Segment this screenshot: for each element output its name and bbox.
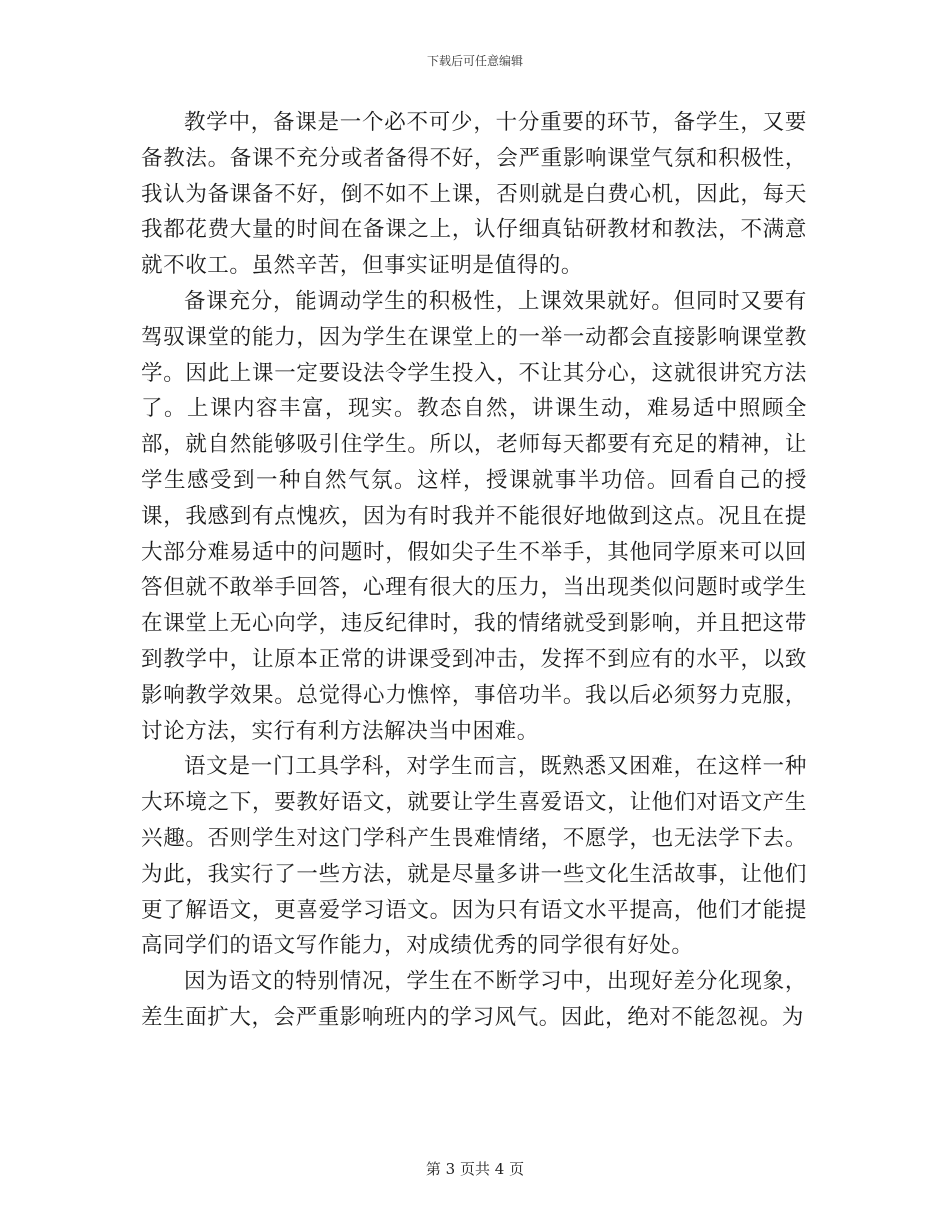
paragraph-1: 教学中，备课是一个必不可少，十分重要的环节，备学生，又要备教法。备课不充分或者备得不好，会严重影响课堂气氛和积极性，我认为备课备不好，倒不如不上课，否则就是白费心机，因此，每天我都花费大量的时间在备课之上，认仔细真钻研教材和教法，不满意就不收工。虽然辛苦，但事实证明是值得的。 bbox=[141, 110, 807, 279]
paragraph-3: 语文是一门工具学科，对学生而言，既熟悉又困难，在这样一种大环境之下，要教好语文，就要让学生喜爱语文，让他们对语文产生兴趣。否则学生对这门学科产生畏难情绪，不愿学，也无法学下去。为此，我实行了一些方法，就是尽量多讲一些文化生活故事，让他们更了解语文，更喜爱学习语文。因为只有语文水平提高，他们才能提高同学们的语文写作能力，对成绩优秀的同学很有好处。 bbox=[141, 754, 807, 959]
paragraph-2: 备课充分，能调动学生的积极性，上课效果就好。但同时又要有驾驭课堂的能力，因为学生在课堂上的一举一动都会直接影响课堂教学。因此上课一定要设法令学生投入，不让其分心，这就很讲究方法了。上课内容丰富，现实。教态自然，讲课生动，难易适中照顾全部，就自然能够吸引住学生。所以，老师每天都要有充足的精神，让学生感受到一种自然气氛。这样，授课就事半功倍。回看自己的授课，我感到有点愧疚，因为有时我并不能很好地做到这点。况且在提大部分难易适中的问题时，假如尖子生不举手，其他同学原来可以回答但就不敢举手回答，心理有很大的压力，当出现类似问题时或学生在课堂上无心向学，违反纪律时，我的情绪就受到影响，并且把这带到教学中，让原本正常的讲课受到冲击，发挥不到应有的水平，以致影响教学效果。总觉得心力憔悴，事倍功半。我以后必须努力克服，讨论方法，实行有利方法解决当中困难。 bbox=[141, 288, 807, 744]
paragraph-4: 因为语文的特别情况，学生在不断学习中，出现好差分化现象，差生面扩大，会严重影响班内的学习风气。因此，绝对不能忽视。为 bbox=[141, 969, 807, 1030]
page-header: 下载后可任意编辑 bbox=[426, 54, 523, 68]
document-body bbox=[141, 105, 807, 1036]
page-footer: 第 3 页共 4 页 bbox=[425, 1160, 525, 1178]
